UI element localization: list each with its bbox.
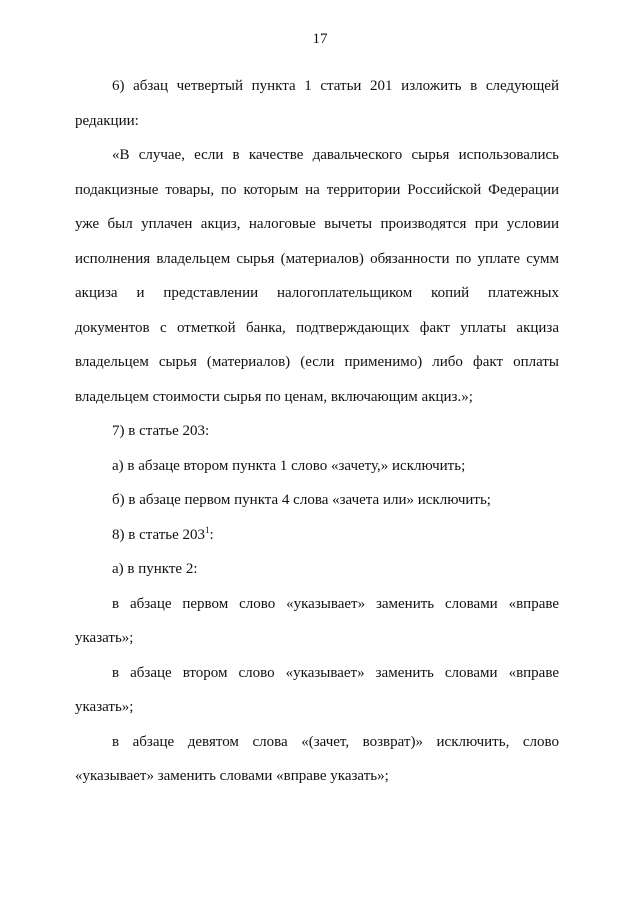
text-line: а) в абзаце втором пункта 1 слово «зачету,» исключить; [112,457,466,474]
text-line: исполнения владельцем сырья (материалов) обязанности по уплате сумм [75,250,559,267]
text-line: указать»; [75,630,134,646]
text-line: акциза и представлении налогоплательщиком копий платежных [75,285,559,301]
text-line: 6) абзац четвертый пункта 1 статьи 201 изложить в следующей [112,78,559,94]
text-line: указать»; [75,699,134,715]
text-after-superscript: : [209,526,214,543]
paragraph-quoted-wording [75,138,559,414]
text-line: документов с отметкой банка, подтверждающих факт уплаты акциза [75,319,559,336]
text-line: владельцем стоимости сырья по ценам, включающим акциз.»; [75,388,473,405]
document-body [75,69,559,794]
text-before-superscript: 8) в статье 203 [112,526,206,543]
text-line: уже был уплачен акциз, налоговые вычеты производятся при условии [75,216,559,232]
text-line [75,518,559,553]
text-line: 7) в статье 203: [112,423,210,439]
paragraph-a-punkt-2 [75,552,559,587]
text-line: владельцем сырья (материалов) (если применимо) либо факт оплаты [75,354,559,370]
paragraph-7-statya-203 [75,414,559,449]
text-line: подакцизные товары, по которым на территории Российской Федерации [75,181,559,198]
text-line: в абзаце втором слово «указывает» заменить словами «вправе [112,664,559,681]
text-line: в абзаце девятом слова «(зачет, возврат)» исключить, слово [112,733,559,750]
paragraph-abzac-vtoroi [75,656,559,725]
page-number: 17 [312,31,328,47]
text-line: «указывает» заменить словами «вправе указать»; [75,768,389,784]
text-line: б) в абзаце первом пункта 4 слова «зачета или» исключить; [112,492,491,508]
paragraph-a-punkt-1 [75,449,559,484]
paragraph-6-abzac-chetvertyi [75,69,559,138]
article-superscript: 1 [205,524,210,535]
paragraph-abzac-deviatyi [75,725,559,794]
text-line: «В случае, если в качестве давальческого сырья использовались [112,147,559,163]
text-line: в абзаце первом слово «указывает» заменить словами «вправе [112,595,559,612]
text-line: а) в пункте 2: [112,561,198,577]
paragraph-8-statya-203-1 [75,518,559,553]
paragraph-abzac-pervyi [75,587,559,656]
text-line: редакции: [75,112,139,129]
paragraph-b-punkt-4 [75,483,559,518]
